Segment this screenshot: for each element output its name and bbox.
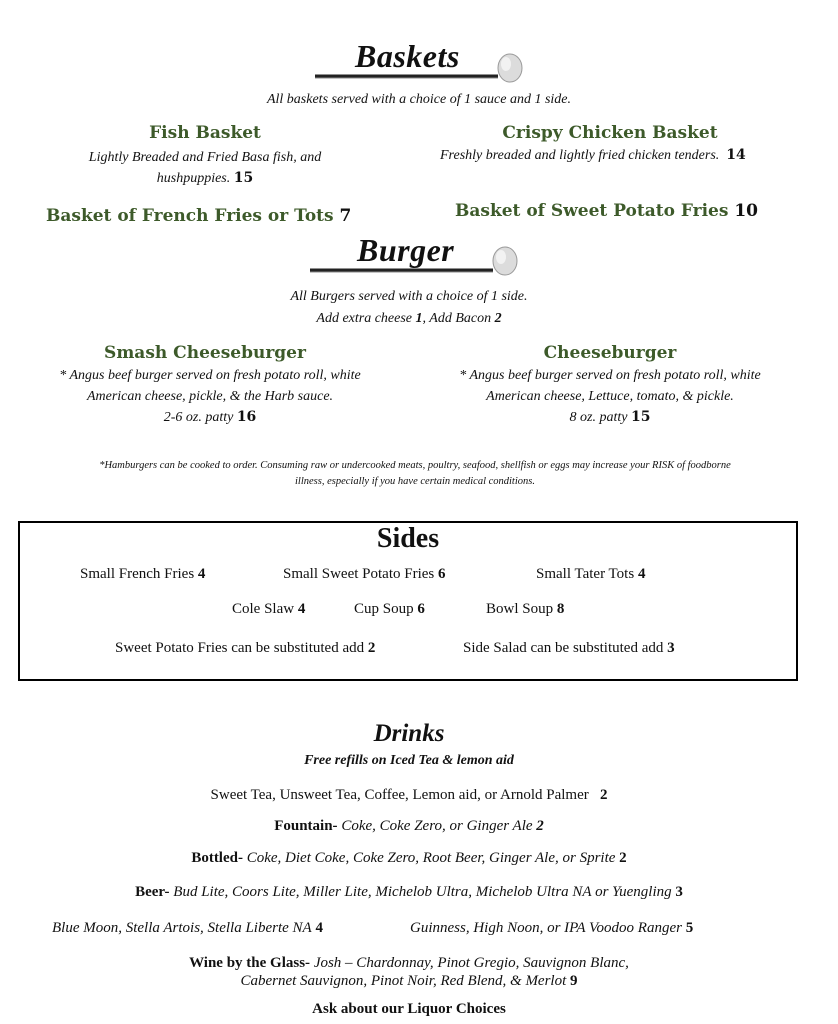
side-item	[486, 601, 564, 618]
chicken-basket-desc-text: Freshly breaded and lightly fried chicken tenders.	[440, 148, 720, 163]
side-item-price: 2	[367, 640, 376, 656]
cheeseburger-desc-line2: American cheese, Lettuce, tomato, & pickle.	[486, 389, 734, 404]
cheeseburger-price: 15	[630, 409, 651, 425]
side-item-name: Small Tater Tots	[536, 566, 635, 582]
sweet-fries-basket	[455, 201, 758, 221]
fish-basket-price: 15	[233, 170, 254, 186]
baskets-title: Baskets	[355, 38, 460, 74]
add-bacon-text: , Add Bacon	[422, 311, 492, 326]
drink-beer3	[410, 920, 693, 937]
chicken-basket-name: Crispy Chicken Basket	[502, 123, 718, 143]
liquor-note: Ask about our Liquor Choices	[312, 1001, 506, 1017]
side-item-name: Cup Soup	[354, 601, 414, 617]
extra-cheese-text: Add extra cheese	[316, 311, 413, 326]
chicken-basket-price: 14	[726, 147, 746, 163]
fish-basket-desc	[40, 147, 370, 189]
drink-beer-text: Bud Lite, Coors Lite, Miller Lite, Michelob Ultra, Michelob Ultra NA or Yuengling	[169, 884, 672, 900]
side-item-price: 3	[667, 640, 675, 656]
cheeseburger-patty: 8 oz. patty	[569, 410, 628, 425]
drink-bottled	[0, 850, 818, 867]
fish-basket-desc-line1: Lightly Breaded and Fried Basa fish, and	[88, 150, 322, 165]
fish-basket-desc-line2	[40, 168, 370, 189]
smash-burger-desc	[20, 365, 400, 428]
side-item-price: 8	[556, 601, 565, 617]
side-item-price: 6	[438, 566, 446, 582]
sweet-fries-basket-price: 10	[734, 201, 759, 221]
drink-wine-line2	[0, 972, 818, 990]
drink-fountain-text: Coke, Coke Zero, or Ginger Ale	[337, 818, 533, 834]
fish-basket-desc-line2-text: hushpuppies.	[156, 171, 231, 186]
side-item	[80, 566, 205, 583]
drink-fountain	[0, 818, 818, 835]
add-bacon-price: 2	[494, 311, 502, 326]
chicken-basket-desc	[440, 145, 830, 166]
side-item-price: 6	[417, 601, 425, 617]
smash-burger-desc-line2: American cheese, pickle, & the Harb sauce.	[86, 389, 334, 404]
side-item-name: Side Salad can be substituted add	[463, 640, 664, 656]
fries-basket	[46, 206, 351, 226]
side-item	[354, 601, 425, 618]
cheeseburger-desc	[420, 365, 800, 428]
cheeseburger-name: Cheeseburger	[543, 343, 677, 363]
drink-beer2-text: Blue Moon, Stella Artois, Stella Liberte NA	[52, 920, 312, 936]
drink-wine-line1	[0, 954, 818, 972]
drink-wine-text1: Josh – Chardonnay, Pinot Gregio, Sauvignon Blanc,	[310, 955, 629, 971]
drink-wine	[0, 954, 818, 990]
side-item-name: Bowl Soup	[486, 601, 554, 617]
drink-wine-price: 9	[570, 973, 578, 989]
baskets-subtitle: All baskets served with a choice of 1 sauce and 1 side.	[266, 92, 572, 107]
fish-basket-name: Fish Basket	[149, 123, 261, 143]
drink-wine-label: Wine by the Glass-	[189, 955, 311, 971]
smash-burger-desc-line1: * Angus beef burger served on fresh potato roll, white	[59, 368, 361, 383]
cheeseburger-desc-line3	[420, 407, 800, 428]
drink-beer-price: 3	[675, 884, 683, 900]
drink-beer2	[52, 920, 323, 937]
drink-bottled-text: Coke, Diet Coke, Coke Zero, Root Beer, Ginger Ale, or Sprite	[242, 850, 616, 866]
burger-disclaimer-line2: illness, especially if you have certain medical conditions.	[295, 476, 535, 487]
side-item-name: Cole Slaw	[232, 601, 295, 617]
side-item-price: 4	[297, 601, 306, 617]
burger-disclaimer-line1: *Hamburgers can be cooked to order. Consuming raw or undercooked meats, poultry, seafood, shellfish or eggs may increase your RISK of foodborne	[99, 460, 731, 471]
sides-box	[18, 521, 798, 681]
side-item	[463, 640, 675, 657]
fries-basket-price: 7	[339, 206, 352, 226]
sides-title: Sides	[376, 523, 440, 554]
drink-basic-text: Sweet Tea, Unsweet Tea, Coffee, Lemon aid, or Arnold Palmer	[210, 787, 589, 803]
drink-basic	[0, 787, 818, 804]
drinks-title: Drinks	[373, 720, 445, 747]
side-item-name: Small French Fries	[80, 566, 195, 582]
smash-burger-patty: 2-6 oz. patty	[163, 410, 234, 425]
smash-burger-desc-line3	[20, 407, 400, 428]
drinks-subtitle: Free refills on Iced Tea & lemon aid	[304, 753, 514, 768]
side-item	[536, 566, 645, 583]
cheeseburger-desc-line1: * Angus beef burger served on fresh potato roll, white	[459, 368, 761, 383]
burger-title: Burger	[357, 232, 455, 268]
drink-bottled-label: Bottled-	[191, 850, 243, 866]
drink-fountain-price: 2	[536, 818, 544, 834]
side-item-name: Small Sweet Potato Fries	[283, 566, 435, 582]
drink-beer-label: Beer-	[135, 884, 170, 900]
sweet-fries-basket-name: Basket of Sweet Potato Fries	[455, 201, 729, 221]
drink-basic-price: 2	[599, 787, 608, 803]
burger-subtitle	[0, 286, 818, 330]
burger-subtitle-line2	[0, 308, 818, 330]
side-item	[115, 640, 375, 657]
burger-subtitle-line1: All Burgers served with a choice of 1 side.	[290, 289, 528, 304]
baskets-heading	[300, 34, 540, 84]
drink-beer3-text: Guinness, High Noon, or IPA Voodoo Ranger	[410, 920, 682, 936]
extra-cheese-price: 1	[415, 311, 423, 326]
smash-burger-name: Smash Cheeseburger	[104, 343, 306, 363]
side-item-price: 4	[197, 566, 206, 582]
drink-fountain-label: Fountain-	[274, 818, 338, 834]
fries-basket-name: Basket of French Fries or Tots	[46, 206, 334, 226]
drink-bottled-price: 2	[619, 850, 627, 866]
drink-wine-text2: Cabernet Sauvignon, Pinot Noir, Red Blend, & Merlot	[240, 973, 567, 989]
burger-disclaimer	[20, 458, 810, 490]
drink-beer3-price: 5	[685, 920, 694, 936]
side-item	[232, 601, 305, 618]
drink-beer2-price: 4	[315, 920, 323, 936]
drink-beer	[0, 884, 818, 901]
side-item-name: Sweet Potato Fries can be substituted add	[115, 640, 365, 656]
smash-burger-price: 16	[236, 409, 257, 425]
side-item-price: 4	[637, 566, 646, 582]
burger-heading	[295, 228, 535, 278]
side-item	[283, 566, 446, 583]
